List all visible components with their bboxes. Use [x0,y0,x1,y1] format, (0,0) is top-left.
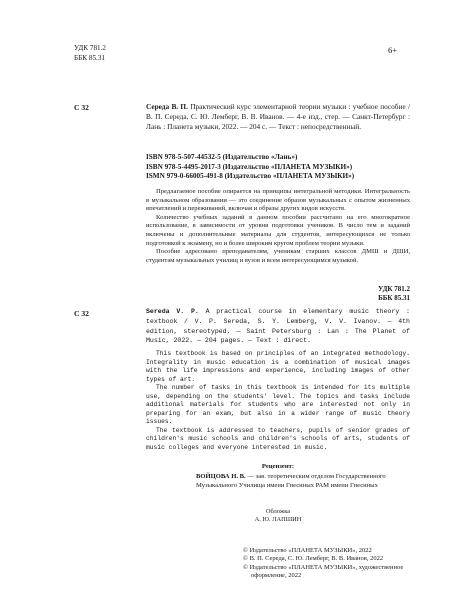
ru-annotation-paragraph: Предлагаемое пособие опирается на принципы интегральной методики. Интегральность в музыкальном образовании — это соединение образов музыкальных с опытом жизненных впечатлений и переживаний, включая и образы других видов искусств. [146,188,410,213]
reviewer-name: ВОЙЦОВА Н. В. [196,473,246,480]
en-annotation-paragraph: The number of tasks in this textbook is intended for its multiple use, depending on the students' level. The topics and tasks include additional materials for students who are interested not only in preparing for an exam, but also in a wider range of music theory issues. [146,384,410,426]
reviewer-heading: Рецензент: [261,463,295,470]
ru-catalog-code: С 32 [74,103,89,112]
en-author: Sereda V. P. [146,308,199,315]
ru-bibliographic-text: Практический курс элементарной теории музыки : учебное пособие / В. П. Середа, С. Ю. Лемберг, В. В. Иванов. — 4-е изд., стер. — Санкт-Петербург : Лань : Планета музыки, 2022. — 204 с. — Текст : непосредственный. [146,102,410,131]
ru-author: Середа В. П. [146,102,188,111]
reviewer-block [196,473,396,490]
reviewer-description: — зав. теоретическим отделом Государственного Музыкального Училища имени Гнесиных РАМ имени Гнесиных [196,473,386,489]
copyright-line: © В. П. Середа, С. Ю. Лемберг, В. В. Иванов, 2022 [243,555,384,563]
ru-annotation [146,188,410,265]
bbk-code: ББК 85.31 [74,53,106,62]
udk-code: УДК 781.2 [378,285,410,293]
udk-code: УДК 781.2 [74,44,107,52]
ismn-planet: ISMN 979-0-66005-491-8 (Издательство «ПЛАНЕТА МУЗЫКИ») [146,172,355,181]
en-annotation [146,350,410,453]
copyright-line: © Издательство «ПЛАНЕТА МУЗЫКИ», 2022 [243,547,372,554]
age-rating: 6+ [388,45,398,55]
cover-designer: А. Ю. ЛАПШИН [254,516,302,524]
en-catalog-code: С 32 [74,309,89,318]
cover-credit [146,508,410,525]
isbn-planet: ISBN 978-5-4495-2017-3 (Издательство «ПЛАНЕТА МУЗЫКИ») [146,162,353,171]
bbk-code: ББК 85.31 [378,294,410,303]
en-annotation-paragraph: The textbook is addressed to teachers, pupils of senior grades of children's music schools and children's schools of arts, students of music colleges and everyone interested in music. [146,426,410,452]
ru-annotation-paragraph: Пособие адресовано преподавателям, ученикам старших классов ДМШ и ДШИ, студентам музыкальных училищ и вузов и всем интересующимся музыкой. [146,248,410,264]
en-annotation-paragraph: This textbook is based on principles of an integrated methodology. Integrality in music education is a combination of musical images with the life impressions and experience, including images of other types of art. [146,350,410,383]
ru-annotation-paragraph: Количество учебных заданий в данном пособии рассчитано на его многократное использование, в зависимости от уровня подготовки учеников. В число тем и заданий включены и дополнительные материалы для студентов, интересующихся не только подготовкой к экзамену, но и более широким кругом проблем теории музыки. [146,213,410,247]
copyright-line: © Издательство «ПЛАНЕТА МУЗЫКИ», художественное оформление, 2022 [243,563,404,580]
ru-bibliographic-entry [146,102,410,132]
classification-codes-top [74,44,106,63]
copyright-block [243,547,413,581]
classification-codes-right [330,285,410,304]
en-bibliographic-text: A practical course in elementary music theory : textbook / V. P. Sereda, S. Y. Lemberg, V. V. Ivanov. — 4th edition, stereotyped. — Saint Petersburg : Lan : The Planet of Music, 2022. — 204 pages. — Text : direct. [146,308,410,345]
isbn-lan: ISBN 978-5-507-44532-5 (Издательство «Лань») [146,153,298,161]
en-bibliographic-entry [146,307,410,346]
cover-label: Обложка [265,508,291,515]
isbn-list [146,153,410,182]
